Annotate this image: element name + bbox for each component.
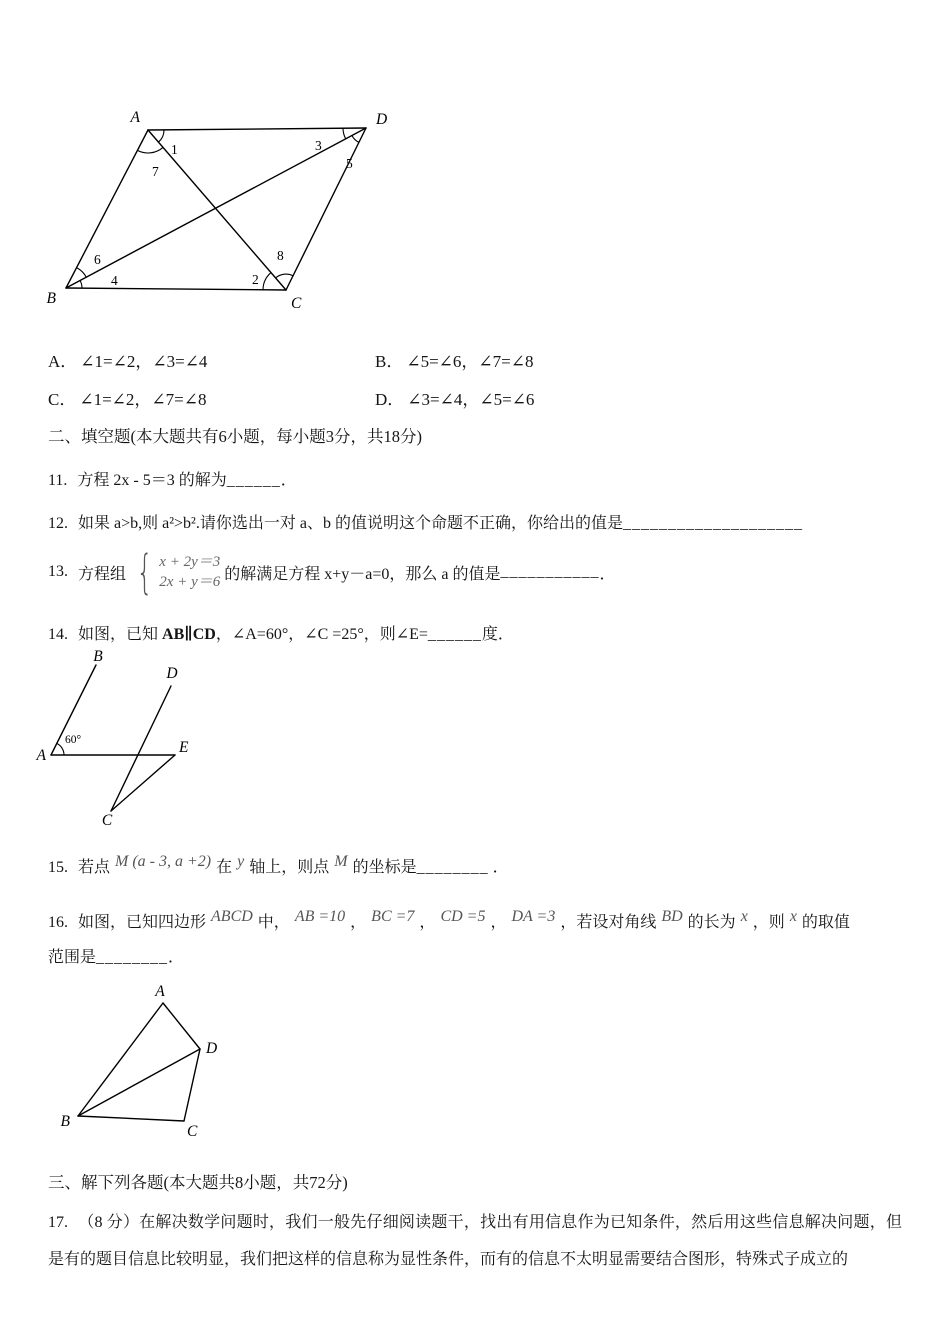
question-12-text: 如果 a>b,则 a²>b².请你选出一对 a、b 的值说明这个命题不正确，你给出的值是 bbox=[78, 515, 623, 532]
vertex-label-d: D bbox=[166, 665, 178, 682]
figure-parallelogram bbox=[28, 100, 448, 325]
question-14-text-1: 如图，已知 bbox=[78, 626, 163, 643]
vertex-label-a: A bbox=[130, 109, 140, 126]
side-da: DA =3 bbox=[511, 908, 556, 925]
system-equations bbox=[159, 552, 220, 593]
option-a-text: ∠1=∠2，∠3=∠4 bbox=[80, 352, 208, 371]
question-11-number: 11. bbox=[48, 472, 68, 489]
question-17-text: （8 分）在解决数学问题时，我们一般先仔细阅读题干，找出有用信息作为已知条件，然后用这些信息解决问题，但是有的题目信息比较明显，我们把这样的信息称为显性条件，而有的信息不太明显需要结合图形，特殊式子成立的 bbox=[48, 1214, 902, 1269]
question-16-blank: ________ bbox=[96, 949, 169, 967]
equation-2: 2x + y＝6 bbox=[159, 574, 221, 590]
angle-label-7: 7 bbox=[152, 164, 159, 179]
question-12-number: 12. bbox=[48, 515, 68, 532]
point-m-expression: M (a - 3, a +2) bbox=[115, 853, 212, 870]
question-13-tail: ． bbox=[599, 565, 616, 583]
question-16-text-4: 的长为 bbox=[687, 914, 736, 931]
y-axis-symbol: y bbox=[237, 853, 245, 870]
question-16-text-1: 如图，已知四边形 bbox=[78, 914, 207, 931]
question-13-blank: ___________ bbox=[500, 563, 600, 580]
question-14-parallel: AB∥CD bbox=[162, 626, 216, 643]
comma-1: ， bbox=[350, 914, 367, 931]
comma-2: ， bbox=[419, 914, 436, 931]
option-d-label: D． bbox=[375, 390, 405, 409]
question-11-blank: ______ bbox=[226, 472, 281, 489]
option-c bbox=[48, 385, 375, 410]
vertex-label-d: D bbox=[206, 1040, 218, 1058]
question-13-lead: 方程组 bbox=[78, 565, 127, 583]
question-14-text-2: ，∠A=60°，∠C =25°，则∠E= bbox=[215, 626, 428, 643]
x-symbol-1: x bbox=[740, 908, 748, 925]
question-15-tail: ． bbox=[488, 859, 509, 876]
option-b-text: ∠5=∠6，∠7=∠8 bbox=[406, 352, 534, 371]
vertex-label-a: A bbox=[155, 983, 165, 1001]
question-16 bbox=[48, 905, 902, 975]
question-16-text-2: 中， bbox=[257, 914, 290, 931]
question-11-text: 方程 2x - 5＝3 的解为 bbox=[77, 472, 227, 489]
question-13-text: 的解满足方程 x+y－a=0，那么 a 的值是 bbox=[224, 565, 501, 583]
vertex-label-d: D bbox=[376, 111, 388, 128]
option-d bbox=[375, 385, 702, 410]
point-m-symbol: M bbox=[334, 853, 348, 870]
question-15-text-4: 的坐标是 bbox=[352, 859, 417, 876]
option-b bbox=[375, 347, 702, 372]
question-16-number: 16. bbox=[48, 914, 68, 931]
vertex-label-a: A bbox=[36, 747, 46, 764]
equation-1: x + 2y＝3 bbox=[159, 553, 221, 570]
question-14-tail: 度． bbox=[481, 626, 514, 643]
option-a-label: A． bbox=[48, 352, 78, 371]
question-13 bbox=[48, 545, 902, 599]
question-16-text-7: 范围是 bbox=[48, 949, 97, 967]
option-d-text: ∠3=∠4，∠5=∠6 bbox=[407, 390, 535, 409]
angle-arc-60 bbox=[57, 743, 64, 755]
angle-label-2: 2 bbox=[252, 272, 259, 287]
question-15 bbox=[48, 854, 902, 877]
vertex-label-b: B bbox=[46, 290, 56, 307]
comma-3: ， bbox=[490, 914, 507, 931]
angle-60-label: 60° bbox=[65, 734, 82, 746]
question-15-text-2: 在 bbox=[216, 859, 233, 876]
option-b-label: B． bbox=[375, 352, 404, 371]
option-c-text: ∠1=∠2，∠7=∠8 bbox=[79, 390, 207, 409]
question-12 bbox=[48, 510, 902, 533]
question-16-text-3: ，若设对角线 bbox=[560, 914, 657, 931]
diagonal-bd: BD bbox=[661, 908, 683, 925]
system-brace: { bbox=[136, 545, 153, 599]
option-a bbox=[48, 347, 375, 372]
question-13-number: 13. bbox=[48, 563, 68, 580]
vertex-label-b: B bbox=[60, 1113, 70, 1131]
vertex-label-b: B bbox=[93, 648, 103, 665]
question-15-blank: ________ bbox=[416, 859, 489, 876]
angle-label-5: 5 bbox=[346, 156, 353, 171]
vertex-label-c: C bbox=[291, 295, 302, 312]
question-14 bbox=[48, 621, 902, 644]
question-11-tail: ． bbox=[280, 472, 297, 489]
quad-abcd: ABCD bbox=[211, 908, 253, 925]
question-16-text-5: ，则 bbox=[752, 914, 785, 931]
question-14-blank: ______ bbox=[427, 626, 482, 643]
x-symbol-2: x bbox=[789, 908, 797, 925]
choice-options bbox=[48, 347, 902, 410]
question-17-number: 17. bbox=[48, 1214, 68, 1232]
vertex-label-e: E bbox=[179, 739, 189, 756]
section-3-heading: 三、解下列各题(本大题共8小题，共72分) bbox=[48, 1173, 348, 1193]
question-17 bbox=[48, 1205, 902, 1279]
question-11 bbox=[48, 467, 902, 490]
angle-label-1: 1 bbox=[171, 142, 178, 157]
equation-system bbox=[130, 545, 221, 599]
figure-quadrilateral bbox=[56, 983, 231, 1143]
figure-parallel-lines bbox=[38, 648, 223, 830]
options-row-2 bbox=[48, 385, 902, 410]
vertex-label-c: C bbox=[187, 1123, 198, 1141]
options-row-1 bbox=[48, 347, 902, 372]
question-15-text-3: 轴上，则点 bbox=[249, 859, 330, 876]
side-bc: BC =7 bbox=[371, 908, 415, 925]
question-15-text-1: 若点 bbox=[78, 859, 111, 876]
quadrilateral-edges bbox=[78, 1003, 200, 1121]
vertex-label-c: C bbox=[101, 812, 113, 829]
angle-label-8: 8 bbox=[277, 248, 284, 263]
question-15-number: 15. bbox=[48, 859, 68, 876]
angle-label-6: 6 bbox=[94, 252, 101, 267]
question-16-tail: ． bbox=[168, 949, 185, 967]
side-ab: AB =10 bbox=[294, 908, 346, 925]
option-c-label: C． bbox=[48, 390, 77, 409]
question-14-number: 14. bbox=[48, 626, 68, 643]
section-2-heading: 二、填空题(本大题共有6小题，每小题3分，共18分) bbox=[48, 427, 422, 446]
question-16-text-6: 的取值 bbox=[801, 914, 850, 931]
angle-label-4: 4 bbox=[111, 273, 118, 288]
side-cd: CD =5 bbox=[440, 908, 486, 925]
question-12-blank: ____________________ bbox=[622, 515, 803, 532]
angle-label-3: 3 bbox=[315, 138, 322, 153]
